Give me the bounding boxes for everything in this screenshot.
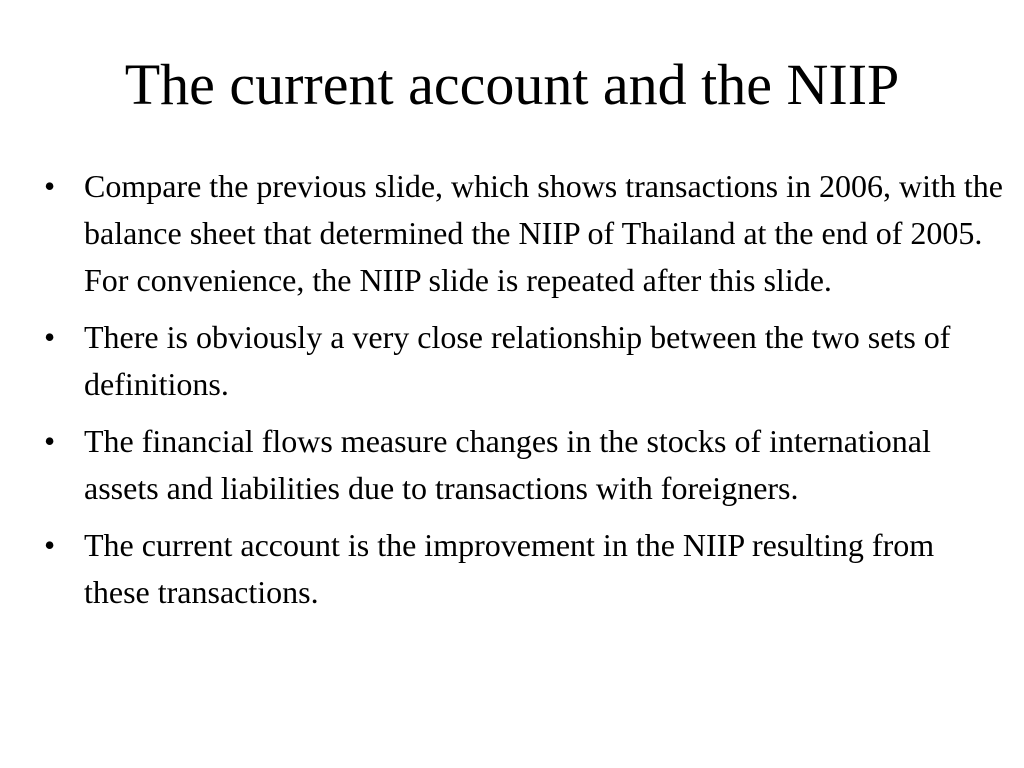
- bullet-item: [44, 163, 1004, 304]
- bullet-text: The current account is the improvement in the NIIP resulting from these transactions.: [84, 527, 935, 610]
- bullet-item: [44, 314, 1004, 408]
- bullet-icon: •: [44, 527, 56, 563]
- bullet-text: There is obviously a very close relationship between the two sets of definitions.: [84, 319, 951, 402]
- bullet-icon: •: [44, 423, 56, 459]
- bullet-icon: •: [44, 319, 56, 355]
- bullet-list: [44, 163, 1004, 626]
- bullet-item: [44, 522, 1004, 616]
- bullet-icon: •: [44, 168, 56, 204]
- bullet-text: The financial flows measure changes in the stocks of international assets and liabilities due to transactions with foreigners.: [84, 423, 931, 506]
- slide-title: The current account and the NIIP: [124, 52, 900, 117]
- bullet-item: [44, 418, 1004, 512]
- bullet-text: Compare the previous slide, which shows transactions in 2006, with the balance sheet that determined the NIIP of Thailand at the end of 2005. For convenience, the NIIP slide is repeated after this slide.: [84, 168, 1003, 298]
